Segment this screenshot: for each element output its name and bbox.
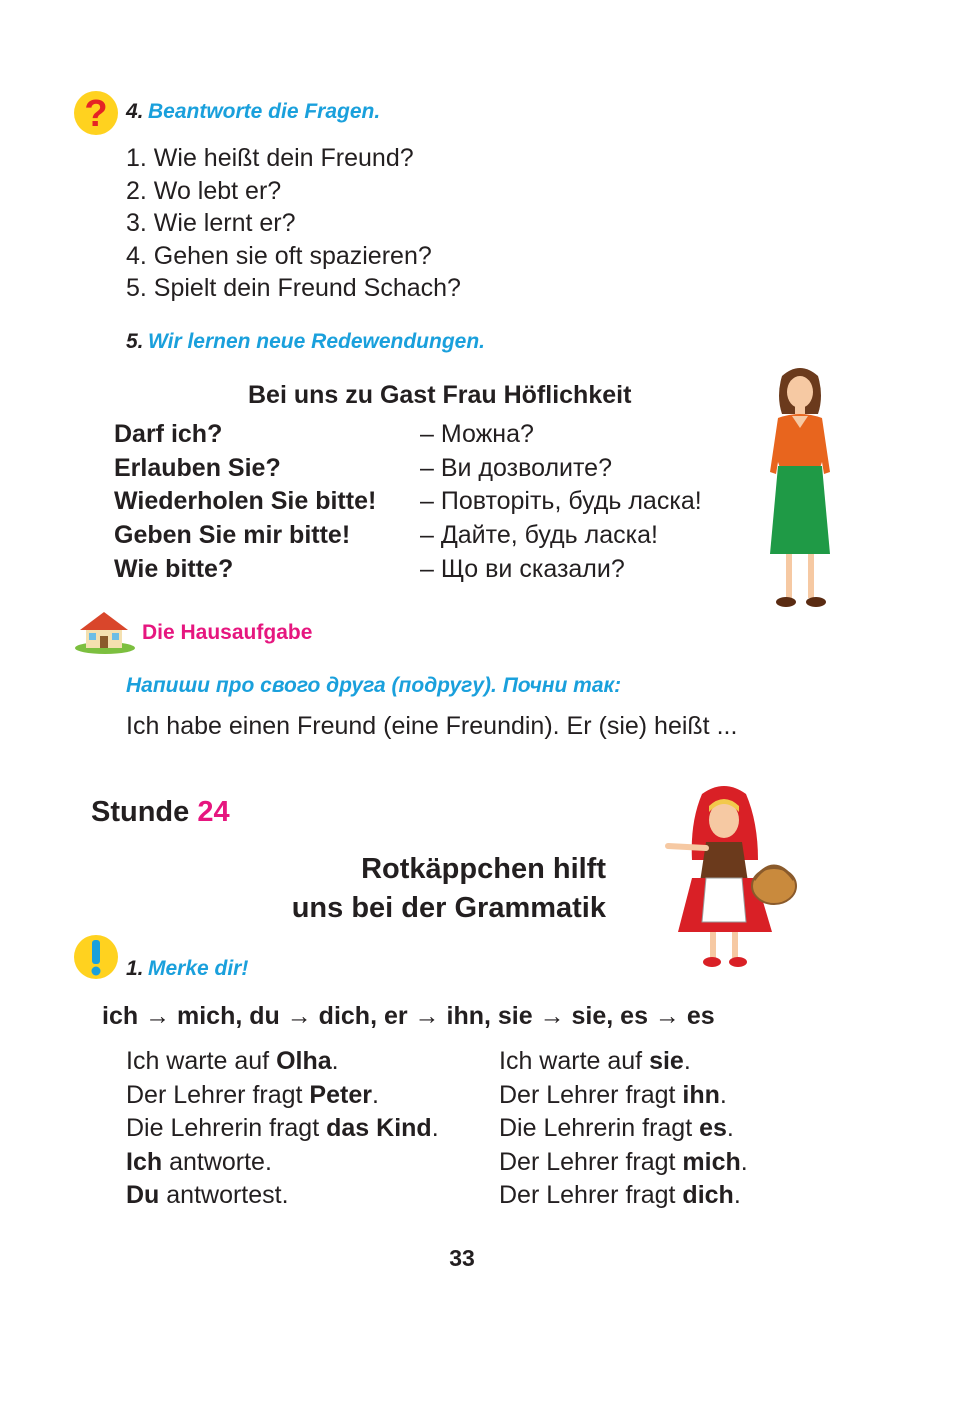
- exercise-number: 1.: [126, 957, 144, 980]
- example-sentence: Der Lehrer fragt Peter.: [126, 1081, 379, 1109]
- pronoun-rule: ich → mich, du → dich, er → ihn, sie → sie, es → es: [102, 1002, 715, 1030]
- exercise-number: 5.: [126, 330, 144, 353]
- house-icon: [74, 608, 136, 654]
- phrase-german: Wiederholen Sie bitte!: [114, 487, 377, 515]
- phrase-ukrainian: – Можна?: [420, 420, 534, 448]
- list-item: 2. Wo lebt er?: [126, 176, 282, 205]
- example-sentence: Der Lehrer fragt ihn.: [499, 1081, 727, 1109]
- example-sentence: Die Lehrerin fragt es.: [499, 1114, 734, 1142]
- homework-title: Die Hausaufgabe: [142, 621, 313, 644]
- example-sentence: Ich warte auf Olha.: [126, 1047, 339, 1075]
- example-sentence: Die Lehrerin fragt das Kind.: [126, 1114, 439, 1142]
- example-sentence: Du antwortest.: [126, 1181, 289, 1209]
- example-sentence: Der Lehrer fragt mich.: [499, 1148, 748, 1176]
- homework-instruction: Напиши про свого друга (подругу). Почни так:: [126, 674, 622, 697]
- exercise-number: 4.: [126, 100, 144, 123]
- exercise-title: Beantworte die Fragen.: [147, 100, 381, 123]
- phrase-ukrainian: – Що ви сказали?: [420, 555, 625, 583]
- phrase-german: Erlauben Sie?: [114, 454, 281, 482]
- section-subtitle: Bei uns zu Gast Frau Höflichkeit: [248, 381, 632, 409]
- lesson-title: [200, 850, 606, 928]
- lesson-heading: [91, 796, 230, 829]
- woman-illustration: [760, 362, 840, 614]
- phrase-ukrainian: – Ви дозволите?: [420, 454, 612, 482]
- list-item: 1. Wie heißt dein Freund?: [126, 144, 414, 172]
- list-item: 5. Spielt dein Freund Schach?: [126, 274, 461, 302]
- lesson-label: Stunde: [91, 796, 190, 828]
- lesson-title-line: Rotkäppchen hilft: [361, 853, 606, 885]
- phrase-german: Wie bitte?: [114, 555, 234, 583]
- list-item: 3. Wie lernt er?: [126, 209, 296, 237]
- lesson-title-line: uns bei der Grammatik: [291, 892, 606, 924]
- phrase-ukrainian: – Дайте, будь ласка!: [420, 521, 658, 549]
- homework-text: Ich habe einen Freund (eine Freundin). Er (sie) heißt ...: [126, 712, 738, 740]
- phrase-ukrainian: – Повторіть, будь ласка!: [420, 487, 702, 515]
- exercise-title: Wir lernen neue Redewendungen.: [147, 330, 485, 353]
- page-number: 33: [449, 1245, 475, 1271]
- example-sentence: Der Lehrer fragt dich.: [499, 1181, 741, 1209]
- red-riding-hood-illustration: [662, 782, 802, 972]
- exercise-title: Merke dir!: [147, 957, 249, 980]
- lesson-number: 24: [197, 796, 230, 828]
- phrase-german: Darf ich?: [114, 420, 223, 448]
- question-mark-icon: [73, 90, 119, 136]
- example-sentence: Ich antworte.: [126, 1148, 272, 1176]
- phrase-german: Geben Sie mir bitte!: [114, 521, 351, 549]
- list-item: 4. Gehen sie oft spazieren?: [126, 241, 432, 270]
- question-list: [126, 142, 461, 305]
- example-sentence: Ich warte auf sie.: [499, 1047, 691, 1075]
- svg-text:?: ?: [84, 93, 108, 135]
- exclamation-mark-icon: [73, 934, 119, 980]
